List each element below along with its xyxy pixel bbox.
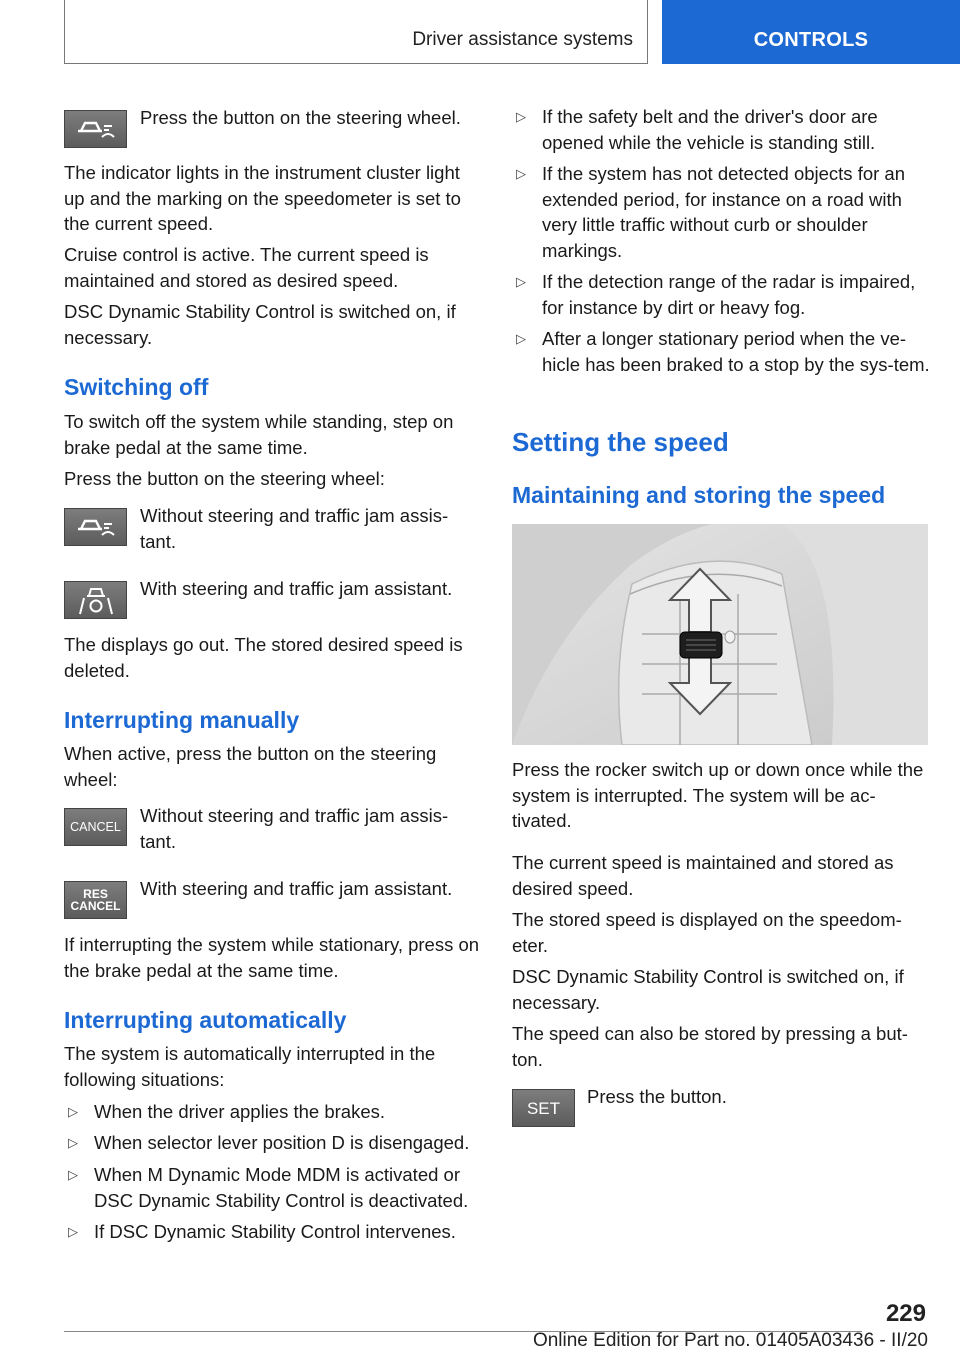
paragraph: The system is automatically interrupted in the following situations: <box>64 1043 436 1090</box>
option-text: With steering and traffic jam assistant. <box>140 878 453 899</box>
header-section-title: Driver assistance systems <box>412 29 633 50</box>
option-text: Without steering and traffic jam assis-tant. <box>140 805 449 852</box>
res-cancel-label <box>71 888 121 912</box>
acc-button-icon <box>64 508 127 546</box>
triangle-bullet-icon: ▷ <box>516 109 526 124</box>
cancel-label: CANCEL <box>70 899 121 913</box>
option-text: Without steering and traffic jam assis-tant. <box>140 505 449 552</box>
res-label: RES <box>83 887 108 901</box>
paragraph: The stored speed is displayed on the speedom-eter. <box>512 909 902 956</box>
list-item: ▷ If the system has not detected objects for an extended period, for instance on a road with very little traffic without curb or shoulder markings. <box>516 163 906 261</box>
list-item: ▷ If the safety belt and the driver's door are opened while the vehicle is standing still. <box>516 106 878 153</box>
list-item: ▷ If the detection range of the radar is impaired, for instance by dirt or heavy fog. <box>516 271 916 318</box>
cancel-button-label: CANCEL <box>70 820 121 834</box>
cancel-button-icon <box>64 808 127 846</box>
triangle-bullet-icon: ▷ <box>516 331 526 346</box>
paragraph: The current speed is maintained and stored as desired speed. <box>512 852 894 899</box>
triangle-bullet-icon: ▷ <box>516 274 526 289</box>
list-item: ▷ If DSC Dynamic Stability Control intervenes. <box>64 1219 482 1245</box>
acc-button-icon <box>64 110 127 148</box>
paragraph: DSC Dynamic Stability Control is switched on, if necessary. <box>512 966 904 1013</box>
steering-assistant-button-icon <box>64 581 127 619</box>
heading-maintaining-storing: Maintaining and storing the speed <box>512 482 886 508</box>
intro-button-text: Press the button on the steering wheel. <box>140 107 461 128</box>
paragraph: Press the button on the steering wheel: <box>64 468 385 489</box>
triangle-bullet-icon: ▷ <box>68 1104 78 1119</box>
set-button-text: Press the button. <box>587 1086 727 1107</box>
triangle-bullet-icon: ▷ <box>68 1135 78 1150</box>
list-item: ▷ After a longer stationary period when the ve-hicle has been braked to a stop by the sys-tem. <box>516 328 930 375</box>
paragraph: When active, press the button on the steering wheel: <box>64 743 437 790</box>
paragraph: Press the rocker switch up or down once while the system is interrupted. The system will be ac-tivated. <box>512 759 924 831</box>
paragraph: The speed can also be stored by pressing a but-ton. <box>512 1023 908 1070</box>
paragraph: To switch off the system while standing, step on brake pedal at the same time. <box>64 411 454 458</box>
acc-car-icon <box>72 117 120 141</box>
option-text: With steering and traffic jam assistant. <box>140 578 453 599</box>
acc-car-icon <box>72 515 120 539</box>
steering-assistant-icon <box>70 584 122 616</box>
paragraph: Cruise control is active. The current speed is maintained and stored as desired speed. <box>64 244 429 291</box>
list-item: ▷ When the driver applies the brakes. <box>64 1099 482 1125</box>
triangle-bullet-icon: ▷ <box>68 1167 78 1182</box>
paragraph: The indicator lights in the instrument cluster light up and the marking on the speedometer is set to the current speed. <box>64 162 461 234</box>
set-button-icon <box>512 1089 575 1127</box>
steering-wheel-rocker-image <box>512 524 928 745</box>
page-number: 229 <box>885 1300 926 1327</box>
paragraph: DSC Dynamic Stability Control is switched on, if necessary. <box>64 301 456 348</box>
heading-interrupting-automatically: Interrupting automatically <box>64 1007 347 1033</box>
triangle-bullet-icon: ▷ <box>516 166 526 181</box>
heading-interrupting-manually: Interrupting manually <box>64 707 300 733</box>
heading-switching-off: Switching off <box>64 374 209 400</box>
header-section-box <box>64 0 648 64</box>
footer-edition: Online Edition for Part no. 01405A03436 - II/20 <box>532 1330 928 1351</box>
paragraph: The displays go out. The stored desired speed is deleted. <box>64 634 463 681</box>
steering-wheel-rocker-illustration <box>512 524 928 745</box>
list-item: ▷ When selector lever position D is disengaged. <box>64 1130 482 1156</box>
heading-setting-the-speed: Setting the speed <box>512 427 729 457</box>
header-chapter-tab[interactable] <box>662 0 960 64</box>
triangle-bullet-icon: ▷ <box>68 1224 78 1239</box>
header-chapter-title: CONTROLS <box>753 29 869 51</box>
list-item: ▷ When M Dynamic Mode MDM is activated or DSC Dynamic Stability Control is deactivated. <box>68 1164 469 1211</box>
set-button-label: SET <box>526 1098 561 1118</box>
res-cancel-button-icon <box>64 881 127 919</box>
paragraph: If interrupting the system while stationary, press on the brake pedal at the same time. <box>64 934 480 981</box>
